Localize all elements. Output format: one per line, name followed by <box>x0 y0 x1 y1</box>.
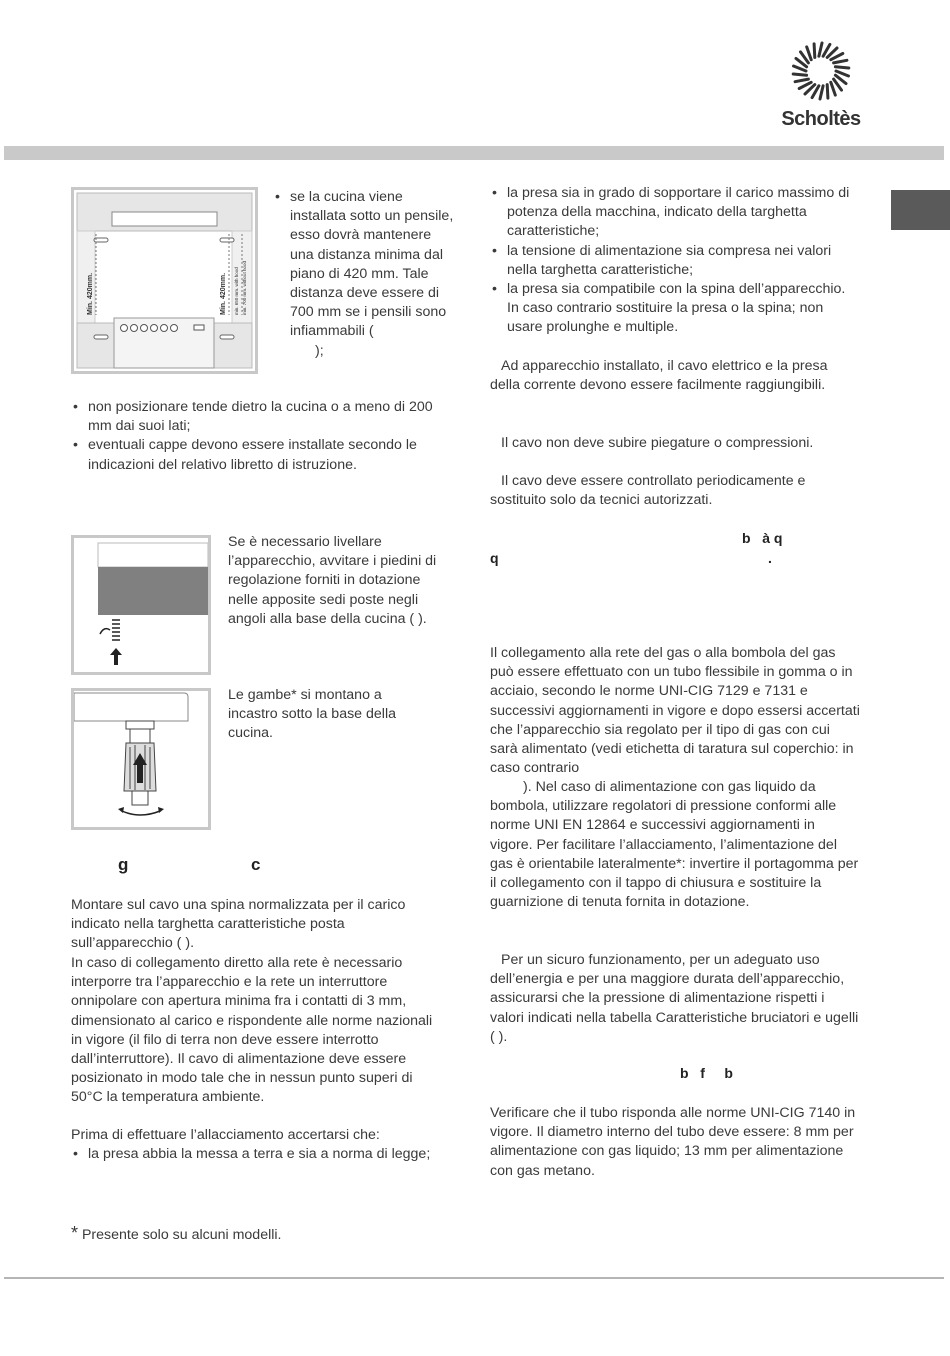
leveling-diagram <box>71 535 211 675</box>
brand-logo <box>776 38 866 138</box>
label-no-hood: min. 700 mm. without hood <box>242 260 247 315</box>
list-item: • la presa sia in grado di sopportare il carico massimo di potenza della macchina, indicato della targhetta caratteristiche; <box>490 184 860 242</box>
sun-ray <box>827 85 828 99</box>
list-item: • non posizionare tende dietro la cucina o a meno di 200 mm dai suoi lati; <box>71 398 451 436</box>
sun-ray <box>814 44 815 58</box>
gas-connection-text: Il collegamento alla rete del gas o alla bombola del gas può essere effettuato con un tubo flessibile in gomma o in acciaio, secondo le norme UNI-CIG 7129 e 7131 e successivi aggiornamenti in vigore e dopo essersi accertati che l’apparecchio sia regolato per il tipo di gas con cui sarà alimentato (vedi etichetta di taratura sul coperchio: in caso contrario <box>490 645 860 777</box>
sun-ray <box>834 60 847 63</box>
heading-gas-dot: . <box>768 550 772 566</box>
sun-ray <box>835 67 848 68</box>
bullets-right <box>490 184 860 338</box>
footnote-star: * <box>71 1223 79 1243</box>
list-item: • la presa abbia la messa a terra e sia a norma di legge; <box>71 1145 431 1164</box>
heading-c: c <box>251 855 261 874</box>
cable-reach-text: Ad apparecchio installato, il cavo elettrico e la presa della corrente devono essere facilmente raggiungibili. <box>490 358 828 394</box>
cabinet-text-main: se la cucina viene installata sotto un pensile, esso dovrà mantenere una distanza minima dal piano di 420 mm. Tale distanza deve essere di 700 mm se i pensili sono infiammabili ( <box>290 189 454 340</box>
sun-ray <box>831 82 836 95</box>
tube-text: Verificare che il tubo risponda alle norme UNI-CIG 7140 in vigore. Il diametro interno del tubo deve essere: 8 mm per alimentazione con gas liquido; 13 mm per alimentazione con gas metano. <box>490 1105 856 1179</box>
heading-bfb: b f b <box>680 1065 733 1081</box>
check-intro: Prima di effettuare l’allacciamento accertarsi che: <box>71 1127 380 1143</box>
footer-rule <box>4 1277 944 1279</box>
bullets-top <box>71 398 451 475</box>
heading-gas-1: b à q <box>742 530 783 546</box>
cable-check-text: Il cavo deve essere controllato periodicamente e sostituito solo da tecnici autorizzati. <box>490 473 806 509</box>
sun-ray <box>795 79 808 82</box>
direct-connection-text: In caso di collegamento diretto alla rete è necessario interporre tra l’apparecchio e la rete un interruttore onnipolare con apertura minima fra i contatti di 3 mm, dimensionato al carico e rispondente alle norme nazionali in vigore (il filo di terra non deve essere interrotto dall’interruttore). Il cavo di alimentazione deve essere posizionato in modo tale che in nessun punto superi di 50°C la temperatura ambiente. <box>71 955 433 1106</box>
list-item: • eventuali cappe devono essere installate secondo le indicazioni del relativo libretto di istruzione. <box>71 436 451 474</box>
brand-name: Scholtès <box>781 108 861 130</box>
list-item: • la tensione di alimentazione sia compresa nei valori nella targhetta caratteristiche; <box>490 242 860 280</box>
sun-ray <box>831 54 843 60</box>
check-list <box>71 1145 431 1164</box>
heading-gas-q: q <box>490 550 499 566</box>
label-hood: min. 650 mm. with hood <box>234 267 239 315</box>
cabinet-text: • se la cucina viene installata sotto un pensile, esso dovrà mantenere una distanza minima dal piano di 420 mm. Tale distanza deve essere di 700 mm se i pensili sono infiammabili ( ); <box>275 189 454 359</box>
level-text: Se è necessario livellare l’apparecchio, avvitare i piedini di regolazione forniti in dotazione nelle apposite sedi poste negli angoli alla base della cucina ( ). <box>228 534 437 627</box>
footnote <box>71 1224 451 1245</box>
cabinet-diagram <box>71 187 258 374</box>
safety-text: Per un sicuro funzionamento, per un adeguato uso dell’energia e per una maggiore durata dell’apparecchio, assicurarsi che la pressione di alimentazione rispetti i valori indicati nella tabella Caratteristiche bruciatori e ugelli ( ). <box>490 952 859 1045</box>
legs-text: Le gambe* si montano a incastro sotto la base della cucina. <box>228 687 396 742</box>
sun-ray <box>807 47 812 60</box>
legs-diagram <box>71 688 211 830</box>
sun-ray <box>820 86 823 99</box>
cabinet-text-end: ); <box>315 342 324 359</box>
list-item: • la presa sia compatibile con la spina dell’apparecchio. In caso contrario sostituire la presa o la spina; non usare prolunghe e multiple. <box>490 280 860 338</box>
cable-bend-text: Il cavo non deve subire piegature o compressioni. <box>501 435 814 451</box>
electric-text: Montare sul cavo una spina normalizzata per il carico indicato nella targhetta caratteristiche posta sull’apparecchio ( ). <box>71 897 406 952</box>
footnote-text: Presente solo su alcuni modelli. <box>81 1227 282 1243</box>
gas-connection-text-2: ). Nel caso di alimentazione con gas liquido da bombola, utilizzare regolatori di pressione conformi alle norme UNI EN 12864 e successivi aggiornamenti in vigore. Per facilitare l’allacciamento, l’alimentazione del gas è orientabile lateralmente*: invertire il portagomma per il collegamento con il tappo di chiusura e sostituire la guarnizione di tenuta fornita in dotazione. <box>490 779 859 911</box>
sun-logo-icon <box>776 38 866 108</box>
header-bar <box>4 146 944 160</box>
sun-ray <box>799 82 811 88</box>
sun-ray <box>793 74 806 75</box>
label-min-left: Min. 420mm. <box>87 272 94 315</box>
heading-g: g <box>118 855 129 874</box>
sun-ray <box>819 43 822 56</box>
side-tab <box>891 190 950 230</box>
label-min-right: Min. 420mm. <box>220 272 227 315</box>
